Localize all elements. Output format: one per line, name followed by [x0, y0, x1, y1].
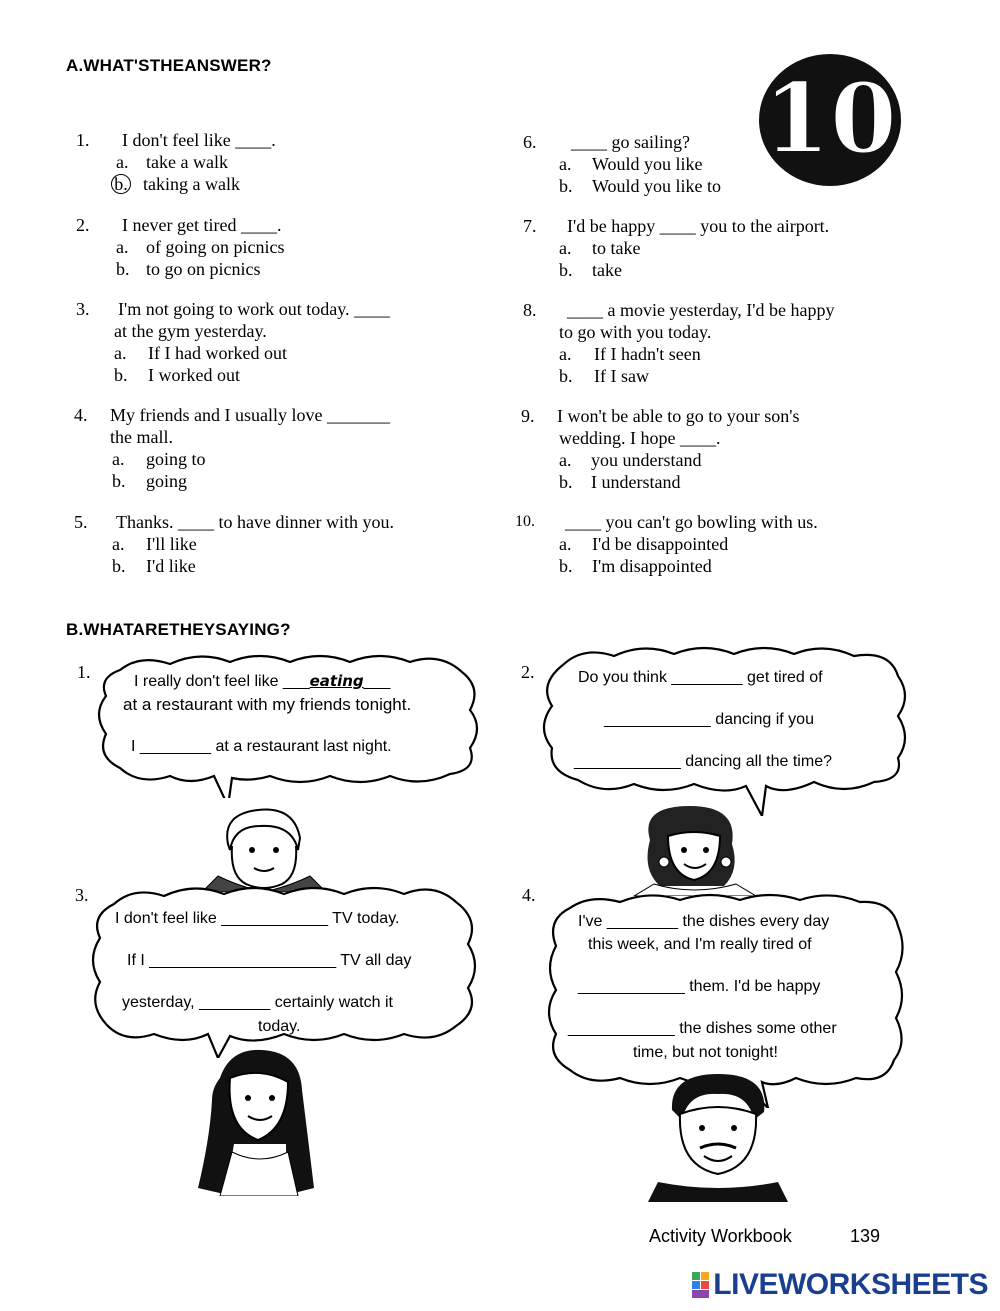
- question-stem: Thanks. ____ to have dinner with you.: [116, 512, 394, 532]
- question-number: 2.: [76, 215, 90, 235]
- bubble-2-line-1: Do you think ________ get tired of: [578, 669, 823, 686]
- bubble-number: 4.: [522, 885, 536, 905]
- question-number: 9.: [521, 406, 535, 426]
- question-number: 5.: [74, 512, 88, 532]
- question-2: [76, 214, 476, 284]
- chapter-badge: [756, 52, 904, 188]
- option-b[interactable]: b. I'd like: [112, 556, 196, 576]
- bubble-3-line-2: If I _____________________ TV all day: [127, 952, 412, 969]
- option-b[interactable]: b. to go on picnics: [116, 259, 261, 279]
- bubble-4-line-5: time, but not tonight!: [633, 1044, 778, 1061]
- option-a[interactable]: a. I'd be disappointed: [559, 534, 729, 554]
- option-b[interactable]: b. I worked out: [114, 365, 240, 385]
- woman-long-hair-illustration: [190, 1048, 326, 1196]
- option-a[interactable]: a. you understand: [559, 450, 702, 470]
- footer-book-title: Activity Workbook: [649, 1226, 792, 1246]
- option-a[interactable]: a. If I had worked out: [114, 343, 287, 363]
- bubble-2-line-3: ____________ dancing all the time?: [574, 753, 832, 770]
- bubble-4-line-2: this week, and I'm really tired of: [588, 936, 812, 953]
- question-7: [523, 215, 923, 285]
- question-stem: I'd be happy ____ you to the airport.: [567, 216, 830, 236]
- question-stem: I'm not going to work out today. ____: [118, 299, 391, 319]
- question-5: [74, 511, 494, 581]
- option-b[interactable]: b. taking a walk: [116, 173, 240, 195]
- man-mustache-illustration: [648, 1070, 788, 1202]
- bubble-1-line-2: at a restaurant with my friends tonight.: [123, 695, 412, 714]
- bubble-3-line-3: yesterday, ________ certainly watch it: [122, 994, 393, 1011]
- question-3: [76, 298, 496, 388]
- bubble-number: 1.: [77, 662, 91, 682]
- option-a[interactable]: a. take a walk: [116, 152, 228, 172]
- question-number: 6.: [523, 132, 537, 152]
- woman-curly-hair-illustration: [620, 800, 770, 896]
- question-number: 7.: [523, 216, 537, 236]
- question-10: [515, 511, 915, 581]
- question-stem: ____ go sailing?: [571, 132, 690, 152]
- question-8: [523, 299, 923, 389]
- question-number: 10.: [515, 513, 535, 530]
- option-b[interactable]: b. take: [559, 260, 622, 280]
- question-9: [521, 405, 921, 495]
- question-stem-line2: at the gym yesterday.: [114, 321, 267, 341]
- question-stem: I won't be able to go to your son's: [557, 406, 800, 426]
- bubble-4-line-3: ____________ them. I'd be happy: [578, 978, 821, 995]
- bubble-3-line-1: I don't feel like ____________ TV today.: [115, 910, 400, 927]
- question-stem-line2: the mall.: [110, 427, 173, 447]
- liveworksheets-watermark: LIVEWORKSHEETS: [713, 1268, 988, 1301]
- section-a-title: A.WHAT'STHEANSWER?: [66, 56, 272, 75]
- bubble-1-line-3: I ________ at a restaurant last night.: [131, 738, 392, 755]
- speech-bubble-1: [90, 648, 490, 798]
- handwritten-answer[interactable]: eating: [309, 672, 364, 690]
- option-b[interactable]: b. Would you like to: [559, 176, 722, 196]
- liveworksheets-logo-icon: [692, 1272, 710, 1298]
- option-b[interactable]: b. If I saw: [559, 366, 649, 386]
- bubble-4-line-1: I've ________ the dishes every day: [578, 913, 830, 930]
- bubble-3-line-4: today.: [258, 1018, 301, 1035]
- question-stem: I never get tired ____.: [122, 215, 282, 235]
- question-number: 1.: [76, 130, 90, 150]
- option-a[interactable]: a. If I hadn't seen: [559, 344, 701, 364]
- bubble-1-line-1: I really don't feel like ___eating___: [134, 672, 391, 690]
- bubble-4-line-4: ____________ the dishes some other: [568, 1020, 837, 1037]
- option-a[interactable]: a. Would you like: [559, 154, 703, 174]
- question-4: [74, 404, 494, 494]
- question-number: 8.: [523, 300, 537, 320]
- bubble-number: 2.: [521, 662, 535, 682]
- bubble-2-line-2: ____________ dancing if you: [604, 711, 814, 728]
- question-6: [523, 131, 753, 201]
- question-stem-line2: to go with you today.: [559, 322, 712, 342]
- section-b-title: B.WHATARETHEYSAYING?: [66, 620, 291, 639]
- page-number: 139: [850, 1226, 881, 1246]
- option-b[interactable]: b. I understand: [559, 472, 681, 492]
- question-stem: ____ you can't go bowling with us.: [565, 512, 818, 532]
- question-stem-line2: wedding. I hope ____.: [559, 428, 721, 448]
- question-stem: ____ a movie yesterday, I'd be happy: [567, 300, 835, 320]
- option-b[interactable]: b. going: [112, 471, 188, 491]
- question-number: 3.: [76, 299, 90, 319]
- selected-answer-circle: b.: [111, 174, 131, 194]
- question-stem: My friends and I usually love _______: [110, 405, 390, 425]
- option-a[interactable]: a. going to: [112, 449, 206, 469]
- chapter-number: 10: [763, 62, 897, 175]
- option-a[interactable]: a. I'll like: [112, 534, 197, 554]
- bubble-number: 3.: [75, 885, 89, 905]
- option-b[interactable]: b. I'm disappointed: [559, 556, 712, 576]
- option-a[interactable]: a. of going on picnics: [116, 237, 285, 257]
- option-a[interactable]: a. to take: [559, 238, 641, 258]
- question-stem: I don't feel like ____.: [122, 130, 276, 150]
- question-number: 4.: [74, 405, 88, 425]
- question-1: [76, 129, 476, 199]
